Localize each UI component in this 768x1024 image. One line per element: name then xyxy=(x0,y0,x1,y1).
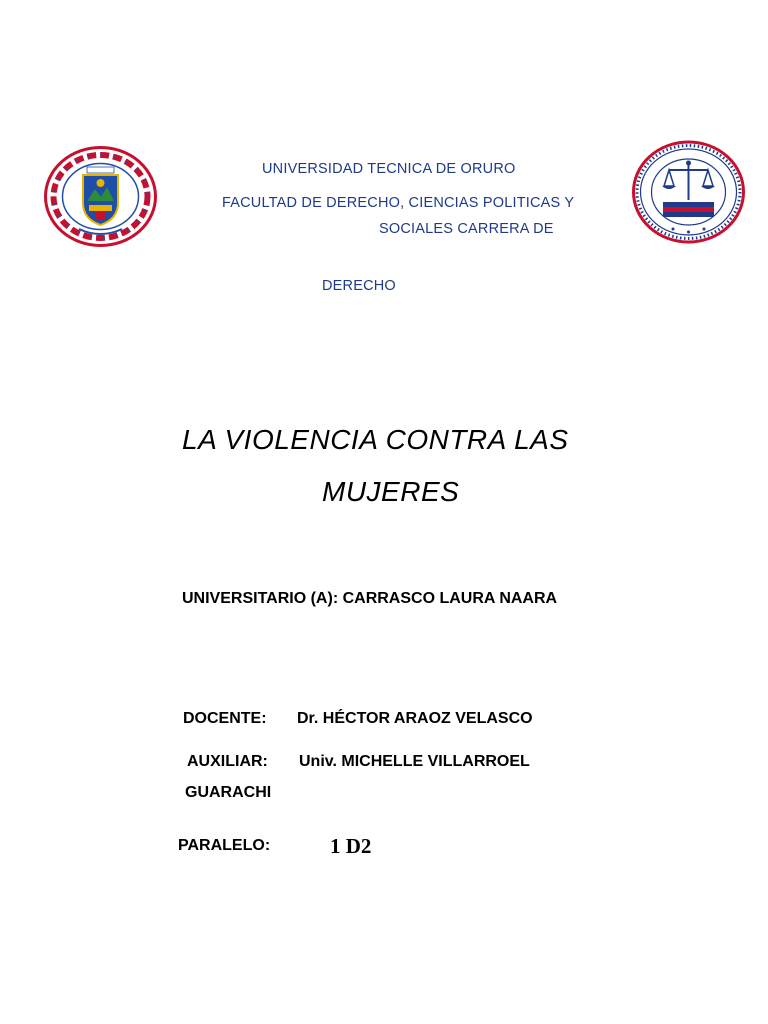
faculty-name-line-2: SOCIALES CARRERA DE xyxy=(379,221,554,237)
university-seal-icon xyxy=(43,145,158,248)
student-name: UNIVERSITARIO (A): CARRASCO LAURA NAARA xyxy=(182,590,558,607)
university-name: UNIVERSIDAD TECNICA DE ORURO xyxy=(262,161,516,177)
auxiliar-name-continued: GUARACHI xyxy=(185,784,272,801)
auxiliar-name: Univ. MICHELLE VILLARROEL xyxy=(299,753,530,770)
document-title-line-1: LA VIOLENCIA CONTRA LAS xyxy=(182,424,569,455)
faculty-seal-icon xyxy=(631,140,746,244)
auxiliar-label: AUXILIAR: xyxy=(187,753,268,770)
docente-label: DOCENTE: xyxy=(183,710,267,727)
paralelo-label: PARALELO: xyxy=(178,837,271,854)
docente-name: Dr. HÉCTOR ARAOZ VELASCO xyxy=(297,710,533,727)
faculty-name-line-3: DERECHO xyxy=(322,278,396,294)
paralelo-value: 1 D2 xyxy=(330,834,372,858)
document-title-line-2: MUJERES xyxy=(322,476,460,507)
faculty-name-line-1: FACULTAD DE DERECHO, CIENCIAS POLITICAS Y xyxy=(222,195,575,211)
